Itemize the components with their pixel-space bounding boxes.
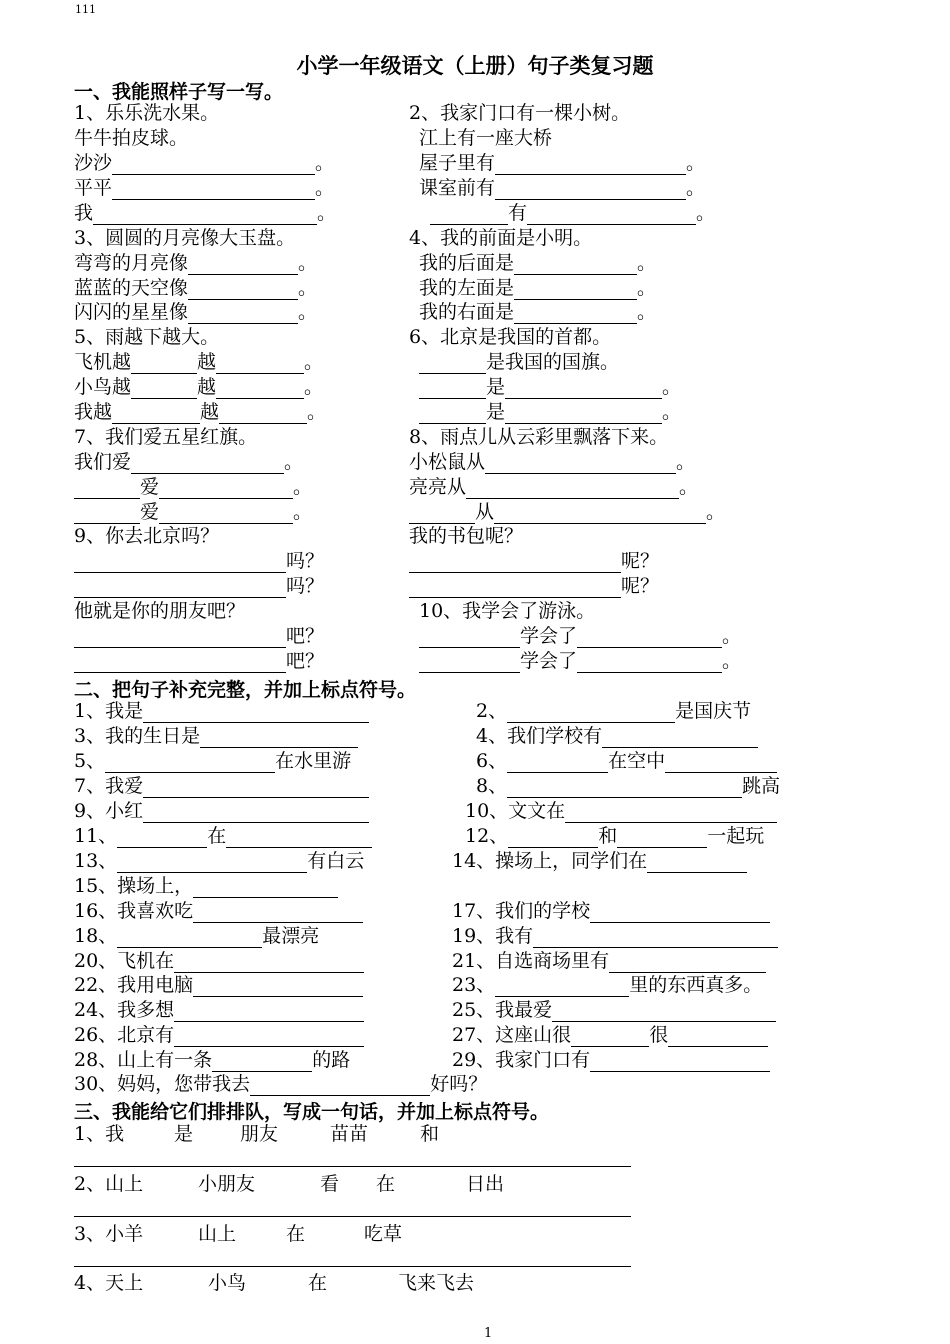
blank[interactable] bbox=[174, 1001, 364, 1022]
blank[interactable] bbox=[533, 927, 778, 948]
blank[interactable] bbox=[131, 353, 197, 374]
s2-item-22: 22、我用电脑 bbox=[74, 973, 363, 997]
blank[interactable] bbox=[505, 403, 662, 424]
q10-line-a: 学会了 。 bbox=[419, 624, 741, 648]
q6-example: 6、北京是我国的首都。 bbox=[409, 326, 612, 348]
blank[interactable] bbox=[143, 802, 369, 823]
q9-line-b: 吗？ bbox=[74, 574, 324, 598]
blank[interactable] bbox=[159, 503, 293, 524]
blank[interactable] bbox=[617, 827, 707, 848]
q2-line-a: 屋子里有 。 bbox=[419, 152, 706, 174]
blank[interactable] bbox=[174, 952, 364, 973]
blank[interactable] bbox=[212, 1051, 312, 1072]
blank[interactable] bbox=[665, 752, 777, 773]
blank[interactable] bbox=[131, 378, 197, 399]
blank[interactable] bbox=[590, 902, 770, 923]
blank[interactable] bbox=[74, 577, 286, 598]
s2-item-10: 10、文文在 bbox=[465, 799, 777, 823]
q8-line-a: 小松鼠从 。 bbox=[409, 451, 696, 473]
blank[interactable] bbox=[112, 403, 200, 424]
s2-item-5: 5、 在水里游 bbox=[74, 750, 352, 772]
q9-line-e: 吧？ bbox=[74, 624, 324, 648]
blank[interactable] bbox=[571, 1026, 649, 1047]
q8-line-b: 亮亮从 。 bbox=[409, 476, 699, 498]
blank[interactable] bbox=[112, 154, 315, 175]
blank[interactable] bbox=[647, 852, 747, 873]
blank[interactable] bbox=[485, 453, 676, 474]
blank[interactable] bbox=[552, 1001, 776, 1022]
page-title: 小学一年级语文（上册）句子类复习题 bbox=[296, 54, 654, 78]
q10-line-b: 学会了 。 bbox=[419, 649, 741, 673]
blank[interactable] bbox=[200, 727, 358, 748]
blank[interactable] bbox=[188, 254, 298, 275]
q7-line-a: 我们爱 。 bbox=[74, 451, 304, 473]
blank[interactable] bbox=[74, 503, 140, 524]
blank[interactable] bbox=[143, 702, 369, 723]
blank[interactable] bbox=[494, 503, 706, 524]
s3-row-4: 4、天上 小鸟 在 飞来飞去 bbox=[74, 1272, 475, 1294]
blank[interactable] bbox=[409, 552, 621, 573]
s2-item-17: 17、我们的学校 bbox=[452, 899, 770, 923]
section3-heading: 三、我能给它们排排队，写成一句话，并加上标点符号。 bbox=[74, 1101, 550, 1123]
blank[interactable] bbox=[174, 1026, 364, 1047]
q9-line-f: 吧？ bbox=[74, 649, 324, 673]
blank[interactable] bbox=[112, 179, 315, 200]
blank[interactable] bbox=[609, 952, 766, 973]
s2-item-14: 14、操场上，同学们在 bbox=[452, 849, 747, 873]
blank[interactable] bbox=[419, 627, 520, 648]
blank[interactable] bbox=[507, 777, 742, 798]
q6-line-a: 是我国的国旗。 bbox=[419, 350, 619, 374]
blank[interactable] bbox=[193, 902, 363, 923]
blank[interactable] bbox=[74, 627, 286, 648]
page-number: 1 bbox=[484, 1326, 493, 1341]
blank[interactable] bbox=[514, 303, 637, 324]
s2-item-28: 28、山上有一条 的路 bbox=[74, 1049, 351, 1071]
s2-item-15: 15、操场上， bbox=[74, 874, 338, 898]
blank[interactable] bbox=[74, 552, 286, 573]
q9-example: 9、你去北京吗？ bbox=[74, 525, 220, 547]
blank[interactable] bbox=[514, 279, 637, 300]
q4-line-a: 我的后面是 。 bbox=[419, 252, 657, 274]
q9-example2: 我的书包呢？ bbox=[409, 525, 524, 547]
blank[interactable] bbox=[577, 627, 722, 648]
blank[interactable] bbox=[668, 1026, 768, 1047]
blank[interactable] bbox=[577, 652, 722, 673]
q7-line-c: 爱 。 bbox=[74, 500, 312, 524]
s2-item-13: 13、 有白云 bbox=[74, 850, 365, 872]
blank[interactable] bbox=[495, 976, 629, 997]
s2-item-18: 18、 最漂亮 bbox=[74, 925, 320, 947]
s2-item-1: 1、我是 bbox=[74, 699, 369, 723]
blank[interactable] bbox=[117, 852, 307, 873]
s2-item-25: 25、我最爱 bbox=[452, 998, 776, 1022]
q2-line-c: 有 。 bbox=[430, 201, 715, 225]
blank[interactable] bbox=[93, 204, 317, 225]
s2-item-2: 2、 是国庆节 bbox=[476, 700, 752, 722]
blank[interactable] bbox=[188, 279, 298, 300]
q1-line-b: 平平 。 bbox=[74, 177, 335, 199]
q1-line-c: 我 。 bbox=[74, 202, 337, 224]
blank[interactable] bbox=[466, 478, 679, 499]
s2-item-4: 4、我们学校有 bbox=[476, 724, 758, 748]
blank[interactable] bbox=[602, 727, 758, 748]
q3-line-c: 闪闪的星星像 。 bbox=[74, 301, 318, 323]
blank[interactable] bbox=[188, 303, 298, 324]
q4-line-c: 我的右面是 。 bbox=[419, 301, 657, 323]
q1-example1: 1、乐乐洗水果。 bbox=[74, 102, 220, 124]
q5-example: 5、雨越下越大。 bbox=[74, 326, 220, 348]
q4-example: 4、我的前面是小明。 bbox=[409, 227, 593, 249]
blank[interactable] bbox=[508, 827, 598, 848]
s3-row-3: 3、小羊 山上 在 吃草 bbox=[74, 1223, 403, 1245]
s3-row-1: 1、我 是 朋友 苗苗 和 bbox=[74, 1123, 440, 1145]
s2-item-29: 29、我家门口有 bbox=[452, 1048, 770, 1072]
s2-item-24: 24、我多想 bbox=[74, 998, 364, 1022]
blank[interactable] bbox=[419, 378, 486, 399]
blank[interactable] bbox=[216, 378, 304, 399]
q6-line-b: 是 。 bbox=[419, 375, 681, 399]
s2-item-20: 20、飞机在 bbox=[74, 949, 364, 973]
q9-line-a: 吗？ bbox=[74, 549, 324, 573]
blank[interactable] bbox=[117, 827, 207, 848]
blank[interactable] bbox=[216, 353, 304, 374]
s2-item-21: 21、自选商场里有 bbox=[452, 949, 766, 973]
answer-line[interactable] bbox=[74, 1166, 631, 1167]
blank[interactable] bbox=[143, 777, 369, 798]
s2-item-3: 3、我的生日是 bbox=[74, 724, 358, 748]
blank[interactable] bbox=[514, 254, 637, 275]
q7-line-b: 爱 。 bbox=[74, 475, 312, 499]
blank[interactable] bbox=[507, 752, 608, 773]
q3-example: 3、圆圆的月亮像大玉盘。 bbox=[74, 227, 296, 249]
blank[interactable] bbox=[105, 752, 275, 773]
blank[interactable] bbox=[419, 652, 520, 673]
q3-line-a: 弯弯的月亮像 。 bbox=[74, 252, 318, 274]
q9-line-c: 呢？ bbox=[409, 549, 659, 573]
blank[interactable] bbox=[527, 204, 696, 225]
s2-item-27: 27、这座山很 很 bbox=[452, 1023, 768, 1047]
blank[interactable] bbox=[505, 378, 662, 399]
blank[interactable] bbox=[419, 403, 486, 424]
blank[interactable] bbox=[409, 577, 621, 598]
q1-line-a: 沙沙 。 bbox=[74, 152, 335, 174]
blank[interactable] bbox=[193, 976, 363, 997]
answer-line[interactable] bbox=[74, 1216, 631, 1217]
q2-example1: 2、我家门口有一棵小树。 bbox=[409, 102, 631, 124]
blank[interactable] bbox=[419, 353, 486, 374]
section2-heading: 二、把句子补充完整，并加上标点符号。 bbox=[74, 679, 417, 701]
q2-example2: 江上有一座大桥 bbox=[419, 127, 553, 149]
blank[interactable] bbox=[219, 403, 307, 424]
q9-example3: 他就是你的朋友吧？ bbox=[74, 600, 246, 622]
s2-item-23: 23、 里的东西真多。 bbox=[452, 974, 763, 996]
blank[interactable] bbox=[74, 652, 286, 673]
blank[interactable] bbox=[117, 927, 262, 948]
q2-line-b: 课室前有 。 bbox=[419, 177, 706, 199]
q8-line-c: 从 。 bbox=[409, 500, 725, 524]
s2-item-7: 7、我爱 bbox=[74, 774, 369, 798]
s2-item-16: 16、我喜欢吃 bbox=[74, 899, 363, 923]
q6-line-c: 是 。 bbox=[419, 400, 681, 424]
blank[interactable] bbox=[565, 802, 777, 823]
answer-line[interactable] bbox=[74, 1266, 631, 1267]
blank[interactable] bbox=[74, 478, 140, 499]
q5-line-a: 飞机越 越 。 bbox=[74, 351, 324, 373]
s2-item-8: 8、 跳高 bbox=[476, 775, 781, 797]
blank[interactable] bbox=[193, 877, 338, 898]
q10-example: 10、我学会了游泳。 bbox=[419, 600, 596, 622]
s2-item-12: 12、 和 一起玩 bbox=[465, 825, 765, 847]
blank[interactable] bbox=[159, 478, 293, 499]
s2-item-30: 30、妈妈，您带我去 好吗？ bbox=[74, 1073, 488, 1095]
s2-item-11: 11、 在 bbox=[74, 824, 372, 848]
q5-line-b: 小鸟越 越 。 bbox=[74, 376, 324, 398]
blank[interactable] bbox=[226, 827, 372, 848]
q7-example: 7、我们爱五星红旗。 bbox=[74, 426, 258, 448]
blank[interactable] bbox=[495, 179, 686, 200]
header-code: 111 bbox=[75, 3, 96, 16]
blank[interactable] bbox=[507, 702, 675, 723]
s2-item-9: 9、小红 bbox=[74, 799, 369, 823]
s2-item-19: 19、我有 bbox=[452, 924, 778, 948]
blank[interactable] bbox=[409, 503, 475, 524]
blank[interactable] bbox=[590, 1051, 770, 1072]
q9-line-d: 呢？ bbox=[409, 574, 659, 598]
s3-row-2: 2、山上 小朋友 看 在 日出 bbox=[74, 1173, 505, 1195]
q8-example: 8、雨点儿从云彩里飘落下来。 bbox=[409, 426, 669, 448]
blank[interactable] bbox=[131, 453, 284, 474]
blank[interactable] bbox=[430, 204, 508, 225]
blank[interactable] bbox=[495, 154, 686, 175]
section1-heading: 一、我能照样子写一写。 bbox=[74, 81, 284, 103]
q1-example2: 牛牛拍皮球。 bbox=[74, 127, 189, 149]
q4-line-b: 我的左面是 。 bbox=[419, 277, 657, 299]
blank[interactable] bbox=[250, 1075, 430, 1096]
q3-line-b: 蓝蓝的天空像 。 bbox=[74, 277, 318, 299]
s2-item-26: 26、北京有 bbox=[74, 1023, 364, 1047]
s2-item-6: 6、 在空中 bbox=[476, 749, 777, 773]
q5-line-c: 我越 越 。 bbox=[74, 401, 327, 423]
